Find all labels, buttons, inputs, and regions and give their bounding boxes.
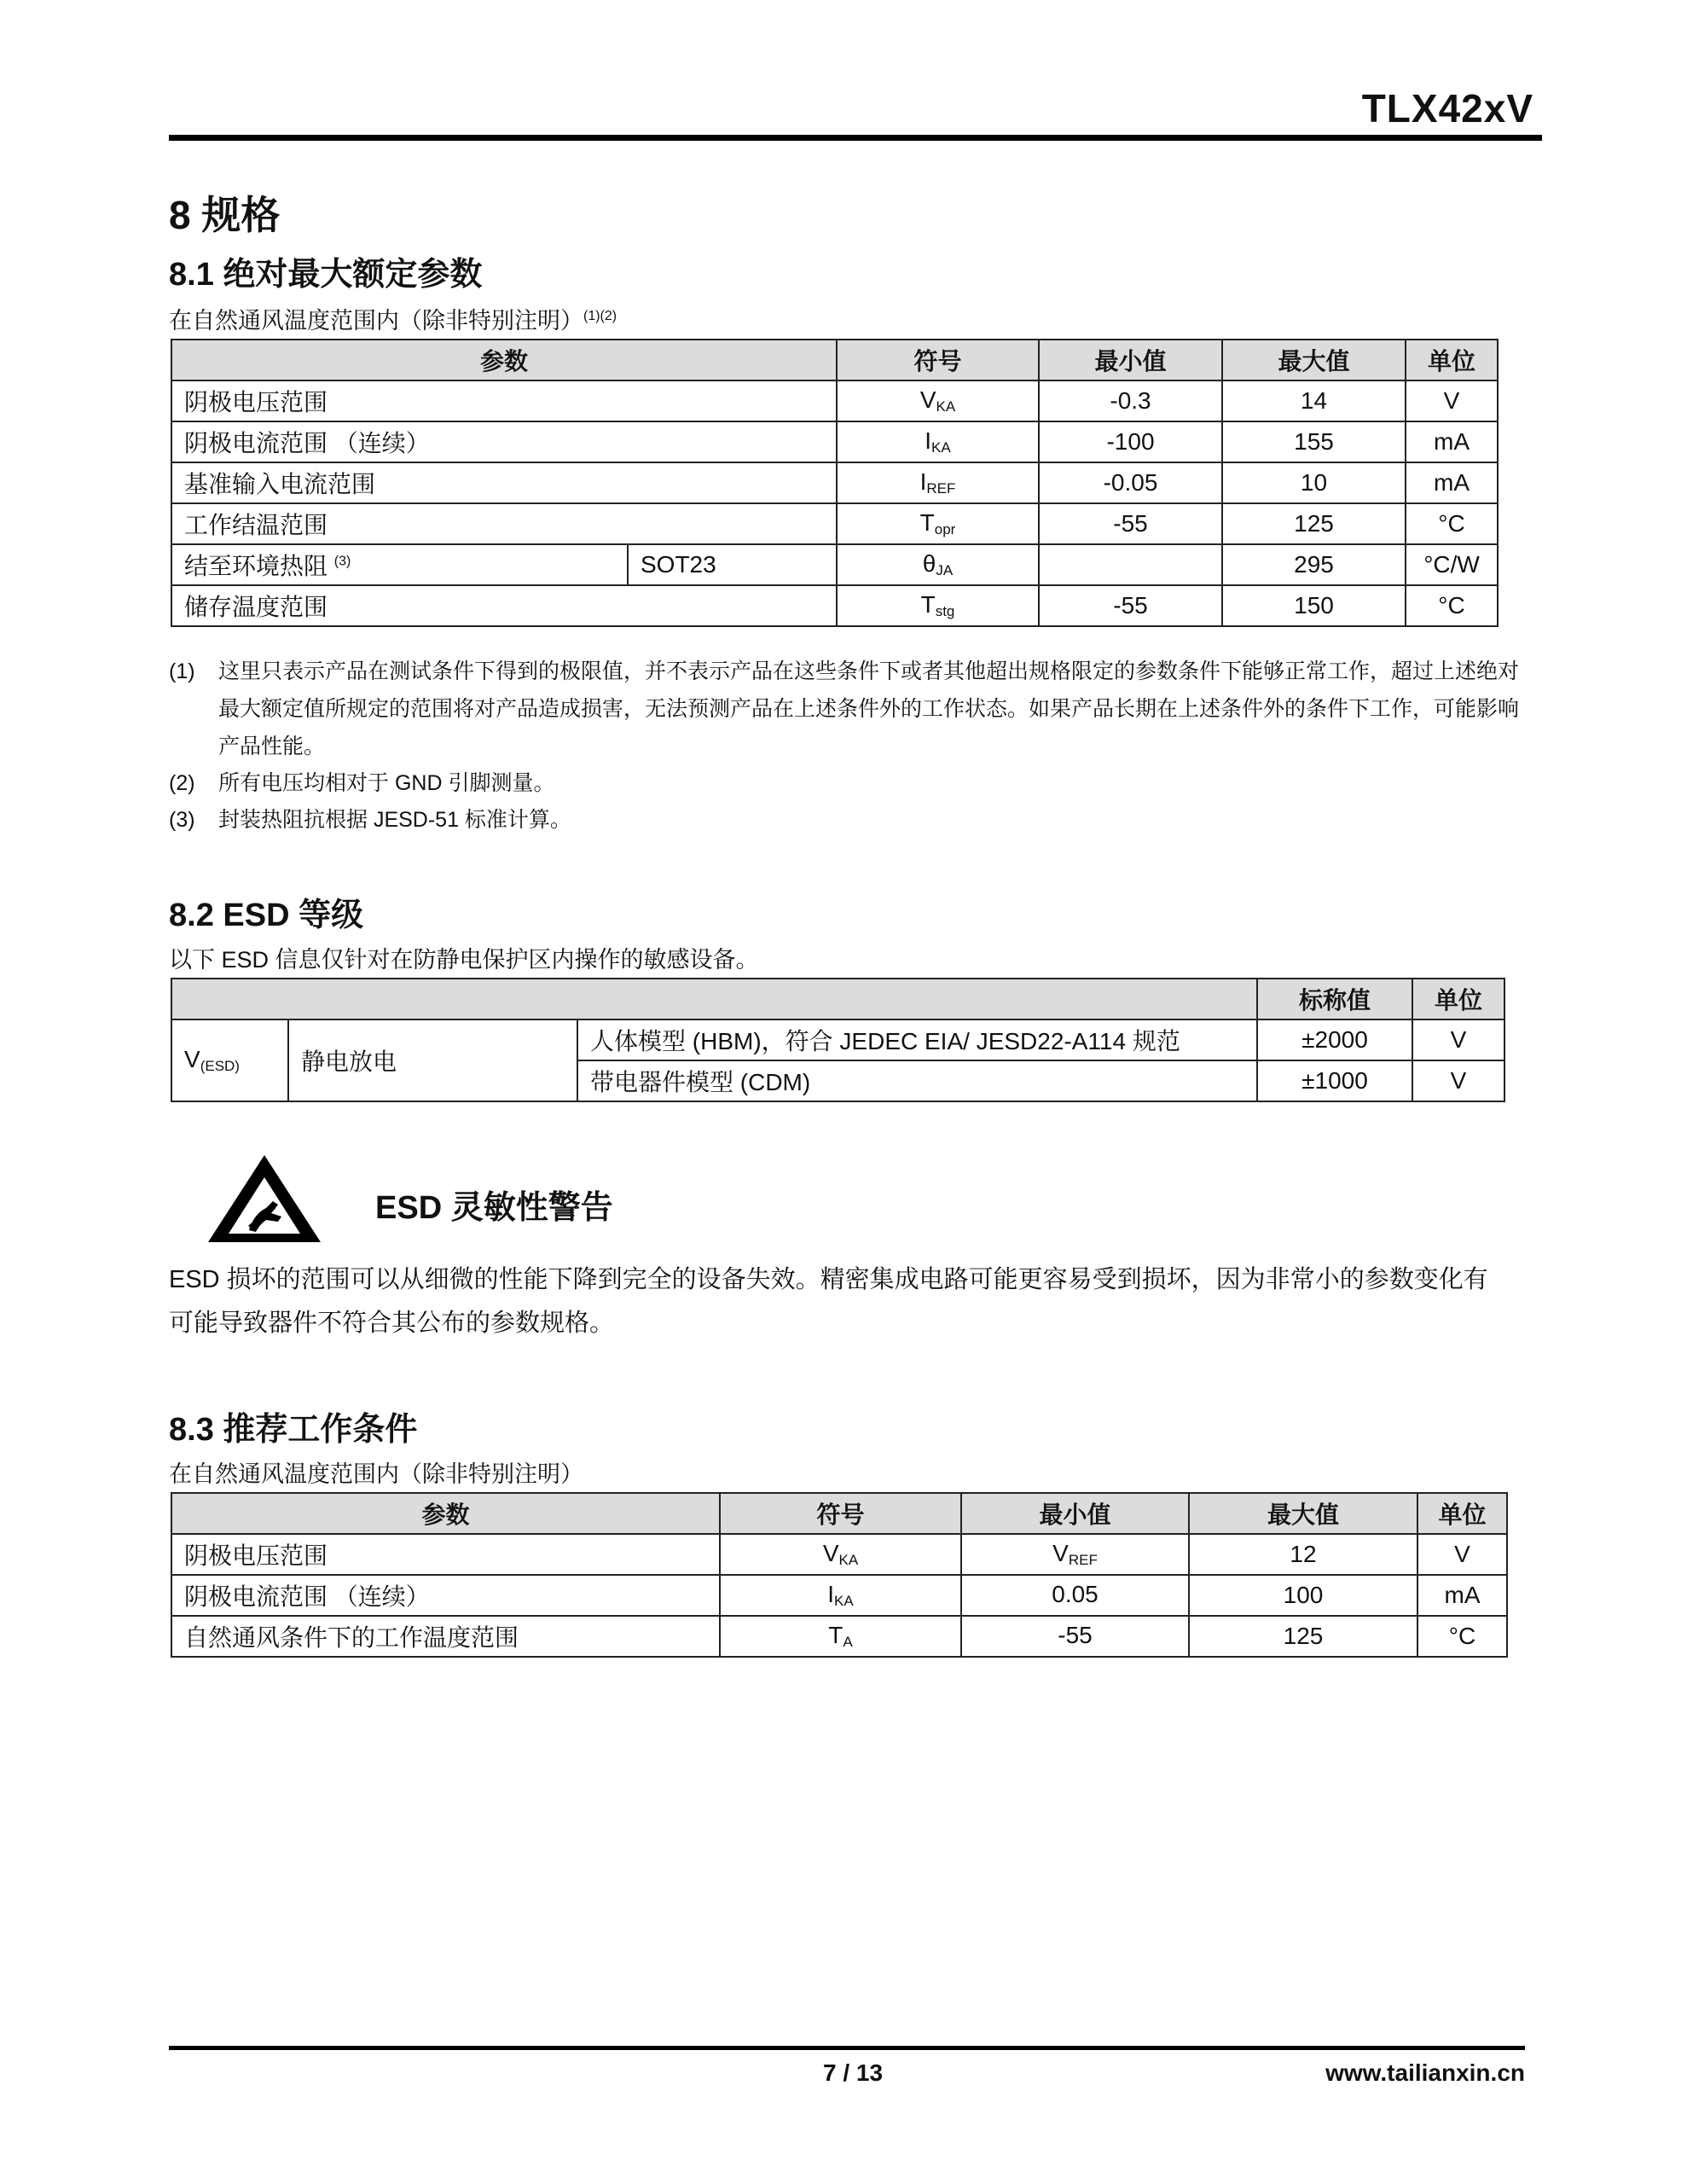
esd-ratings-table: [171, 978, 1505, 1102]
esd-warning-title: ESD 灵敏性警告: [375, 1190, 613, 1226]
header-max: 最大值: [1189, 1493, 1417, 1534]
table-row: [171, 1534, 1507, 1575]
table-row: [171, 1616, 1507, 1657]
recommended-conditions-table: [171, 1492, 1508, 1658]
unit-cell: mA: [1406, 421, 1498, 462]
param-cell: 储存温度范围: [171, 585, 837, 626]
symbol-cell: $V_{KA}$: [720, 1534, 961, 1575]
section-8-3-title: 8.3 推荐工作条件: [169, 1412, 418, 1448]
footer-rule: [169, 2046, 1525, 2050]
max-cell: 100: [1189, 1575, 1417, 1616]
header-blank: [171, 979, 1257, 1019]
header-param: 参数: [171, 1493, 720, 1534]
max-cell: 14: [1222, 380, 1406, 421]
min-cell: $V_{REF}$: [961, 1534, 1189, 1575]
header-unit: 单位: [1412, 979, 1504, 1019]
max-cell: 12: [1189, 1534, 1417, 1575]
unit-cell: °C: [1406, 503, 1498, 544]
esd-warning-text: ESD 损坏的范围可以从细微的性能下降到完全的设备失效。精密集成电路可能更容易受到损坏，因为非常小的参数变化有可能导致器件不符合其公布的参数规格。: [169, 1266, 1488, 1337]
value-cell: ±2000: [1257, 1019, 1412, 1060]
footnote-3: (3) 封装热阻抗根据 JESD-51 标准计算。: [169, 808, 571, 832]
symbol-cell: $T_A$: [720, 1616, 961, 1657]
symbol-cell: $I_{REF}$: [837, 462, 1039, 503]
document-title: TLX42xV: [1361, 86, 1533, 131]
absolute-max-ratings-table: [171, 339, 1499, 627]
model-cell: 带电器件模型 (CDM): [577, 1060, 1257, 1101]
model-cell: 人体模型 (HBM)，符合 JEDEC EIA/ JESD22-A114 规范: [577, 1019, 1257, 1060]
max-cell: 125: [1189, 1616, 1417, 1657]
header-symbol: 符号: [720, 1493, 961, 1534]
section-8-2-note: 以下 ESD 信息仅针对在防静电保护区内操作的敏感设备。: [169, 947, 759, 973]
header-rule: [169, 135, 1542, 141]
header-min: 最小值: [1039, 340, 1222, 380]
symbol-cell: $T_{opr}$: [837, 503, 1039, 544]
esd-warning-icon: [205, 1152, 324, 1246]
table-row: [171, 1019, 1504, 1060]
max-cell: 155: [1222, 421, 1406, 462]
min-cell: -100: [1039, 421, 1222, 462]
unit-cell: V: [1412, 1019, 1504, 1060]
param-cell: 阴极电压范围: [171, 380, 837, 421]
param-cell: 结至环境热阻 $^{(3)}$: [171, 544, 628, 585]
package-cell: SOT23: [628, 544, 837, 585]
param-cell: 阴极电压范围: [171, 1534, 720, 1575]
symbol-cell: $I_{KA}$: [837, 421, 1039, 462]
table-row: [171, 585, 1498, 626]
section-8-3-note: 在自然通风温度范围内（除非特别注明）: [169, 1461, 583, 1487]
min-cell: -0.3: [1039, 380, 1222, 421]
table-row: [171, 544, 1498, 585]
section-8-1-note: 在自然通风温度范围内（除非特别注明）$^{(1)(2)}$: [169, 308, 617, 334]
header-unit: 单位: [1406, 340, 1498, 380]
header-unit: 单位: [1417, 1493, 1507, 1534]
table-header-row: [171, 340, 1498, 380]
max-cell: 10: [1222, 462, 1406, 503]
table-row: [171, 380, 1498, 421]
unit-cell: mA: [1417, 1575, 1507, 1616]
footnote-2: (2) 所有电压均相对于 GND 引脚测量。: [169, 771, 555, 795]
header-nominal: 标称值: [1257, 979, 1412, 1019]
symbol-cell: $I_{KA}$: [720, 1575, 961, 1616]
table-header-row: [171, 979, 1504, 1019]
min-cell: -0.05: [1039, 462, 1222, 503]
table-row: [171, 462, 1498, 503]
website-url[interactable]: www.tailianxin.cn: [1325, 2059, 1525, 2086]
table-row: [171, 503, 1498, 544]
param-cell: 工作结温范围: [171, 503, 837, 544]
table-row: [171, 421, 1498, 462]
param-cell: 基准输入电流范围: [171, 462, 837, 503]
header-max: 最大值: [1222, 340, 1406, 380]
header-symbol: 符号: [837, 340, 1039, 380]
unit-cell: V: [1412, 1060, 1504, 1101]
unit-cell: °C: [1417, 1616, 1507, 1657]
unit-cell: mA: [1406, 462, 1498, 503]
min-cell: [1039, 544, 1222, 585]
min-cell: -55: [1039, 585, 1222, 626]
table-header-row: [171, 1493, 1507, 1534]
param-cell: 自然通风条件下的工作温度范围: [171, 1616, 720, 1657]
table-row: [171, 1575, 1507, 1616]
unit-cell: V: [1417, 1534, 1507, 1575]
min-cell: -55: [961, 1616, 1189, 1657]
min-cell: -55: [1039, 503, 1222, 544]
section-8-2-title: 8.2 ESD 等级: [169, 897, 364, 933]
footnote-1: (1) 这里只表示产品在测试条件下得到的极限值，并不表示产品在这些条件下或者其他超出规格限定的参数条件下能够正常工作，超过上述绝对最大额定值所规定的范围将对产品造成损害，无法预测产品在上述条件外的工作状态。如果产品长期在上述条件外的条件下工作，可能影响产品性能。: [169, 659, 1520, 758]
page-number: 7 / 13: [823, 2059, 884, 2086]
section-8-1-title: 8.1 绝对最大额定参数: [169, 257, 483, 293]
unit-cell: °C/W: [1406, 544, 1498, 585]
unit-cell: V: [1406, 380, 1498, 421]
symbol-cell: $\theta_{JA}$: [837, 544, 1039, 585]
max-cell: 150: [1222, 585, 1406, 626]
param-cell: 阴极电流范围 （连续）: [171, 421, 837, 462]
symbol-cell: $V_{KA}$: [837, 380, 1039, 421]
value-cell: ±1000: [1257, 1060, 1412, 1101]
esd-label-cell: 静电放电: [288, 1019, 577, 1101]
min-cell: 0.05: [961, 1575, 1189, 1616]
max-cell: 125: [1222, 503, 1406, 544]
max-cell: 295: [1222, 544, 1406, 585]
param-cell: 阴极电流范围 （连续）: [171, 1575, 720, 1616]
symbol-cell: $T_{stg}$: [837, 585, 1039, 626]
esd-symbol-cell: $V_{(ESD)}$: [171, 1019, 288, 1101]
header-min: 最小值: [961, 1493, 1189, 1534]
section-8-title: 8 规格: [169, 193, 281, 237]
header-param: 参数: [171, 340, 837, 380]
unit-cell: °C: [1406, 585, 1498, 626]
